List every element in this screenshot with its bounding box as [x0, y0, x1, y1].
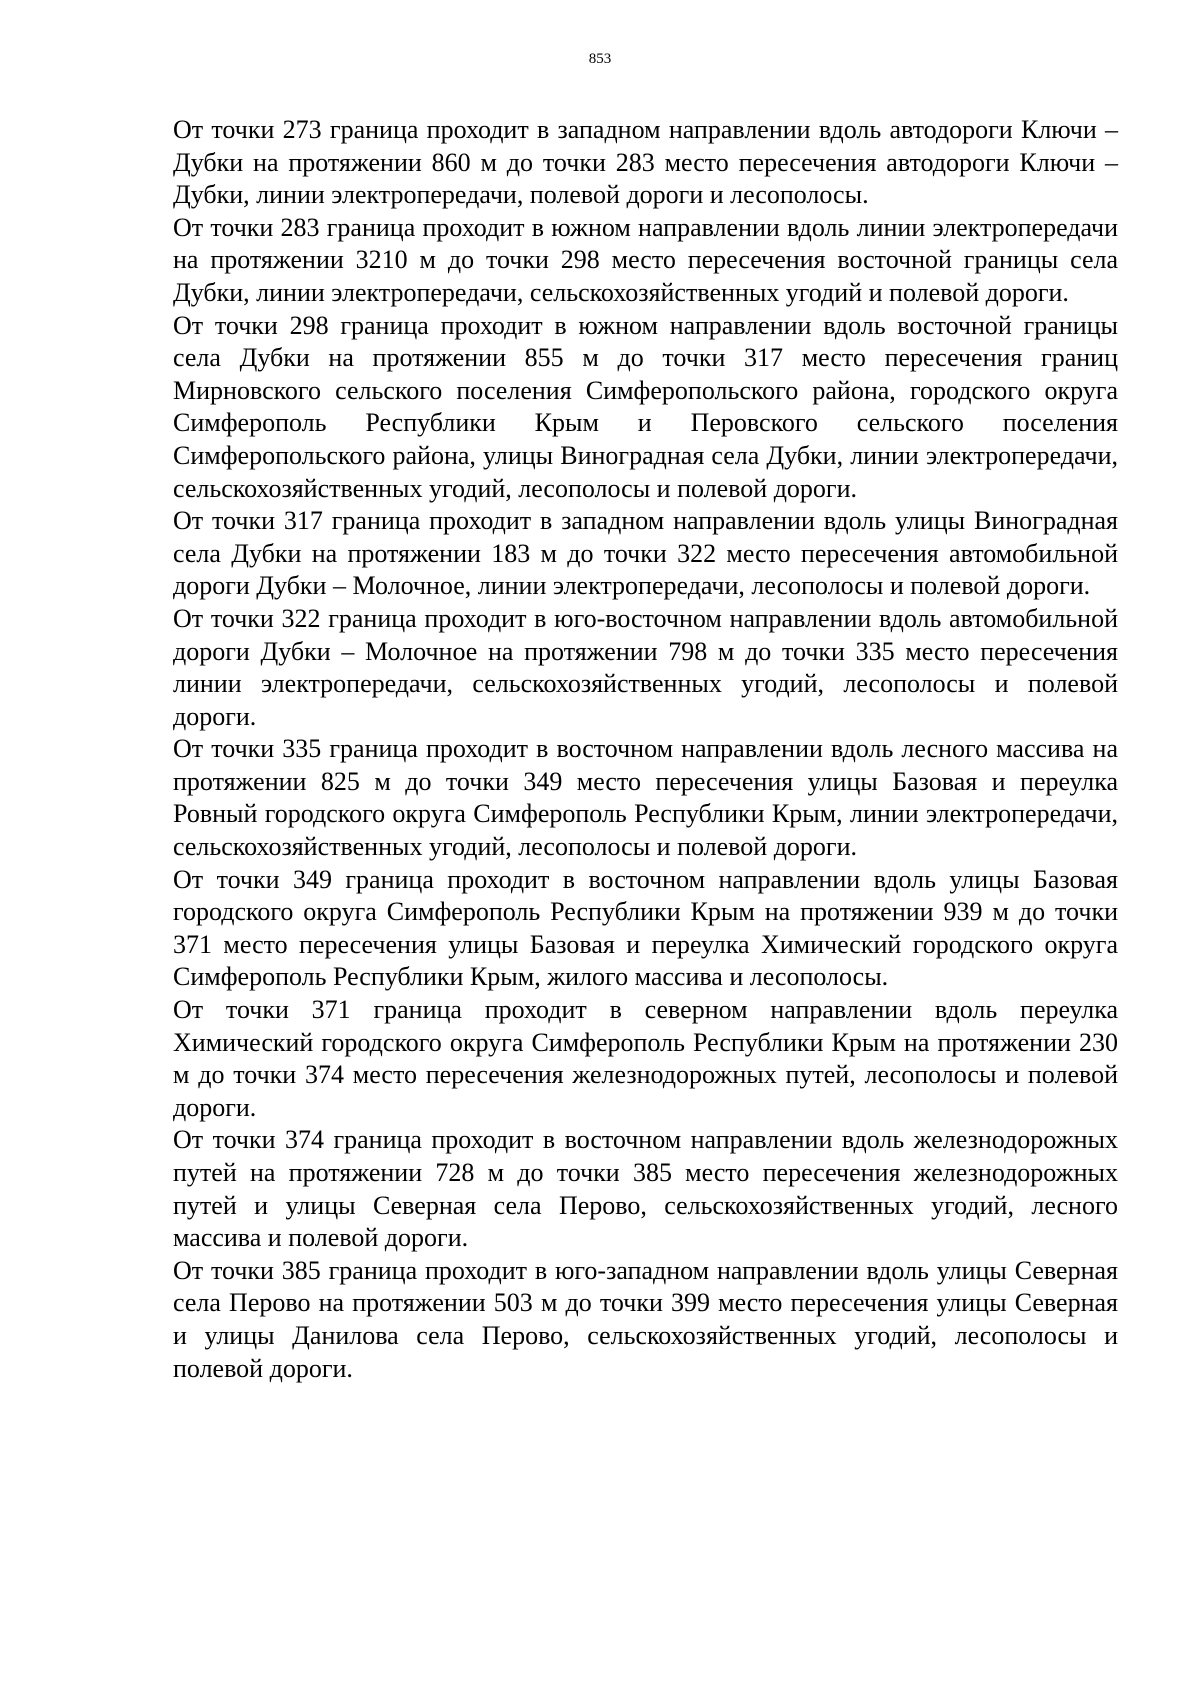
paragraph-point-317: От точки 317 граница проходит в западном направлении вдоль улицы Виноградная села Дубки на протяжении 183 м до точки 322 место пересечения автомобильной дороги Дубки – Молочное, линии электропередачи, лесополосы и полевой дороги.: [173, 506, 1118, 601]
paragraph-point-322: От точки 322 граница проходит в юго-восточном направлении вдоль автомобильной дороги Дубки – Молочное на протяжении 798 м до точки 335 место пересечения линии электропередачи, сельскохозяйственных угодий, лесополосы и полевой дороги.: [173, 603, 1118, 731]
page-number: 853: [588, 51, 612, 67]
paragraph-point-374: От точки 374 граница проходит в восточном направлении вдоль железнодорожных путей на протяжении 728 м до точки 385 место пересечения железнодорожных путей и улицы Северная села Перово, сельскохозяйственных угодий, лесного массива и полевой дороги.: [173, 1125, 1118, 1253]
paragraph-point-283: От точки 283 граница проходит в южном направлении вдоль линии электропередачи на протяжении 3210 м до точки 298 место пересечения восточной границы села Дубки, линии электропередачи, сельскохозяйственных угодий и полевой дороги.: [173, 212, 1118, 307]
document-body: [173, 114, 1118, 1385]
paragraph-point-273: От точки 273 граница проходит в западном направлении вдоль автодороги Ключи – Дубки на протяжении 860 м до точки 283 место пересечения автодороги Ключи – Дубки, линии электропередачи, полевой дороги и лесополосы.: [173, 115, 1118, 210]
paragraph-point-349: От точки 349 граница проходит в восточном направлении вдоль улицы Базовая городского округа Симферополь Республики Крым на протяжении 939 м до точки 371 место пересечения улицы Базовая и переулка Химический городского округа Симферополь Республики Крым, жилого массива и лесополосы.: [173, 864, 1118, 992]
paragraph-point-298: От точки 298 граница проходит в южном направлении вдоль восточной границы села Дубки на протяжении 855 м до точки 317 место пересечения границ Мирновского сельского поселения Симферопольского района, городского округа Симферополь Республики Крым и Перовского сельского поселения Симферопольского района, улицы Виноградная села Дубки, линии электропередачи, сельскохозяйственных угодий, лесополосы и полевой дороги.: [173, 310, 1118, 503]
paragraph-point-335: От точки 335 граница проходит в восточном направлении вдоль лесного массива на протяжении 825 м до точки 349 место пересечения улицы Базовая и переулка Ровный городского округа Симферополь Республики Крым, линии электропередачи, сельскохозяйственных угодий, лесополосы и полевой дороги.: [173, 734, 1118, 862]
paragraph-point-385: От точки 385 граница проходит в юго-западном направлении вдоль улицы Северная села Перово на протяжении 503 м до точки 399 место пересечения улицы Северная и улицы Данилова села Перово, сельскохозяйственных угодий, лесополосы и полевой дороги.: [173, 1255, 1118, 1383]
paragraph-point-371: От точки 371 граница проходит в северном направлении вдоль переулка Химический городского округа Симферополь Республики Крым на протяжении 230 м до точки 374 место пересечения железнодорожных путей, лесополосы и полевой дороги.: [173, 995, 1118, 1122]
